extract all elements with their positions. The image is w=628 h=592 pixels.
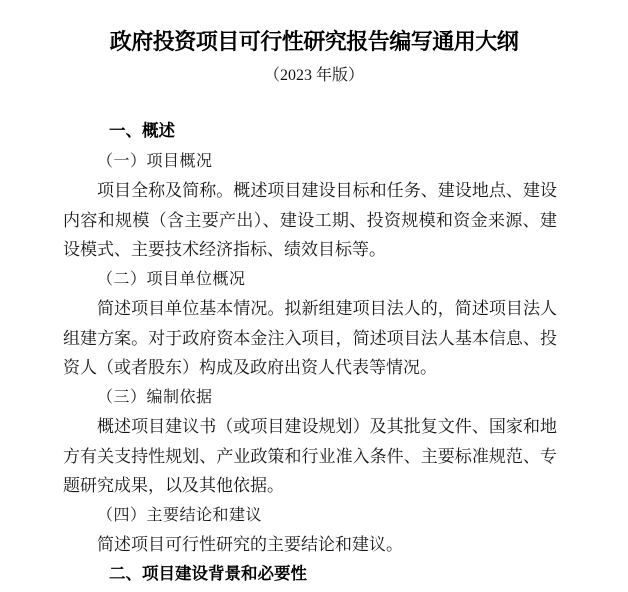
subsection-heading-project-overview: （一）项目概况 bbox=[97, 152, 213, 170]
subsection-heading-main-conclusions: （四）主要结论和建议 bbox=[97, 506, 263, 524]
subsection-heading-compilation-basis: （三）编制依据 bbox=[97, 388, 213, 406]
paragraph-main-conclusions: 简述项目可行性研究的主要结论和建议。 bbox=[97, 535, 403, 554]
paragraph-project-unit-overview: 简述项目单位基本情况。拟新组建项目法人的，简述项目法人组建方案。对于政府资本金注入项目，简述项目法人基本信息、投资人（或者股东）构成及政府出资人代表等情况。 bbox=[63, 299, 557, 377]
section-heading-overview: 一、概述 bbox=[109, 122, 175, 140]
paragraph-project-overview: 项目全称及简称。概述项目建设目标和任务、建设地点、建设内容和规模（含主要产出）、建设工期、投资规模和资金来源、建设模式、主要技术经济指标、绩效目标等。 bbox=[63, 181, 557, 259]
section-heading-background-necessity: 二、项目建设背景和必要性 bbox=[109, 564, 307, 583]
document-subtitle: （2023 年版） bbox=[263, 67, 364, 84]
subsection-heading-project-unit-overview: （二）项目单位概况 bbox=[97, 270, 246, 288]
document-body bbox=[63, 117, 557, 589]
document-title: 政府投资项目可行性研究报告编写通用大纲 bbox=[109, 29, 519, 54]
paragraph-compilation-basis: 概述项目建议书（或项目建设规划）及其批复文件、国家和地方有关支持性规划、产业政策和行业准入条件、主要标准规范、专题研究成果，以及其他依据。 bbox=[63, 417, 557, 495]
